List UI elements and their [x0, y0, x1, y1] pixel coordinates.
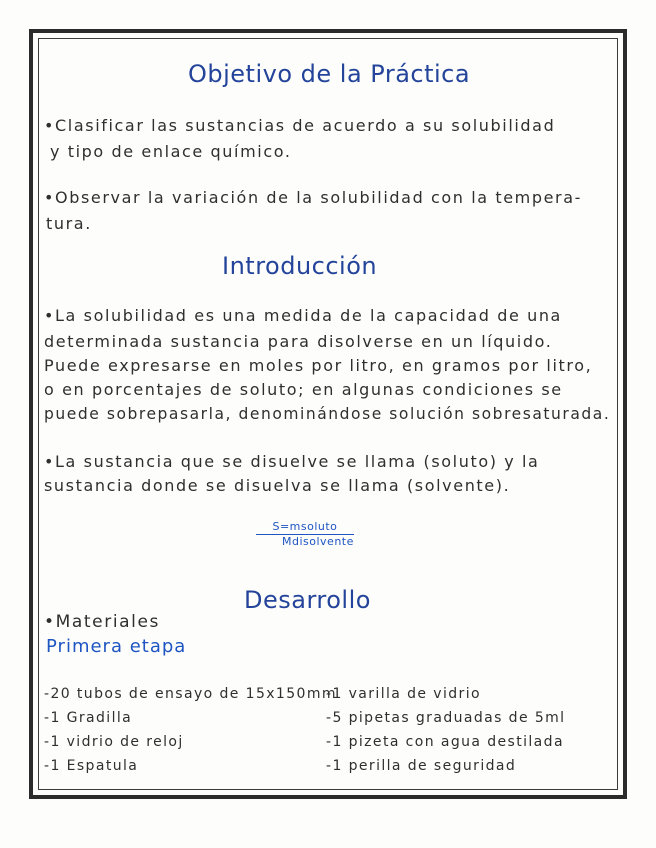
introduccion-title: Introducción [222, 252, 378, 280]
intro-paragraph-2-line-2: sustancia donde se disuelva se llama (solvente). [44, 476, 511, 495]
intro-paragraph-1-line-5: puede sobrepasarla, denominándose solución sobresaturada. [44, 404, 611, 423]
objetivo-bullet-1-line-1: •Clasificar las sustancias de acuerdo a su solubilidad [44, 116, 556, 135]
intro-paragraph-1-line-1: •La solubilidad es una medida de la capacidad de una [44, 306, 562, 325]
material-left-3: -1 vidrio de reloj [44, 734, 184, 750]
objetivo-bullet-1-line-2: y tipo de enlace químico. [50, 142, 292, 161]
intro-paragraph-2-line-1: •La sustancia que se disuelve se llama (soluto) y la [44, 452, 540, 471]
objetivo-bullet-2-line-2: tura. [46, 214, 92, 233]
intro-paragraph-1-line-4: o en porcentajes de soluto; en algunas condiciones se [44, 380, 563, 399]
material-right-2: -5 pipetas graduadas de 5ml [326, 710, 566, 726]
intro-paragraph-1-line-2: determinada sustancia para disolverse en un líquido. [44, 332, 553, 351]
primera-etapa-label: Primera etapa [46, 636, 187, 657]
material-right-1: -1 varilla de vidrio [326, 686, 481, 702]
formula-numerator: S=msoluto [256, 520, 354, 535]
formula-denominator: Mdisolvente [282, 535, 354, 548]
material-left-4: -1 Espatula [44, 758, 139, 774]
intro-paragraph-1-line-3: Puede expresarse en moles por litro, en gramos por litro, [44, 356, 593, 375]
material-left-1: -20 tubos de ensayo de 15x150mm [44, 686, 337, 702]
material-right-4: -1 perilla de seguridad [326, 758, 517, 774]
materiales-label: •Materiales [44, 612, 161, 632]
desarrollo-title: Desarrollo [244, 586, 371, 614]
material-right-3: -1 pizeta con agua destilada [326, 734, 564, 750]
solubility-formula [256, 520, 354, 549]
objetivo-bullet-2-line-1: •Observar la variación de la solubilidad con la tempera- [44, 188, 583, 207]
objetivo-title: Objetivo de la Práctica [188, 60, 471, 88]
material-left-2: -1 Gradilla [44, 710, 133, 726]
